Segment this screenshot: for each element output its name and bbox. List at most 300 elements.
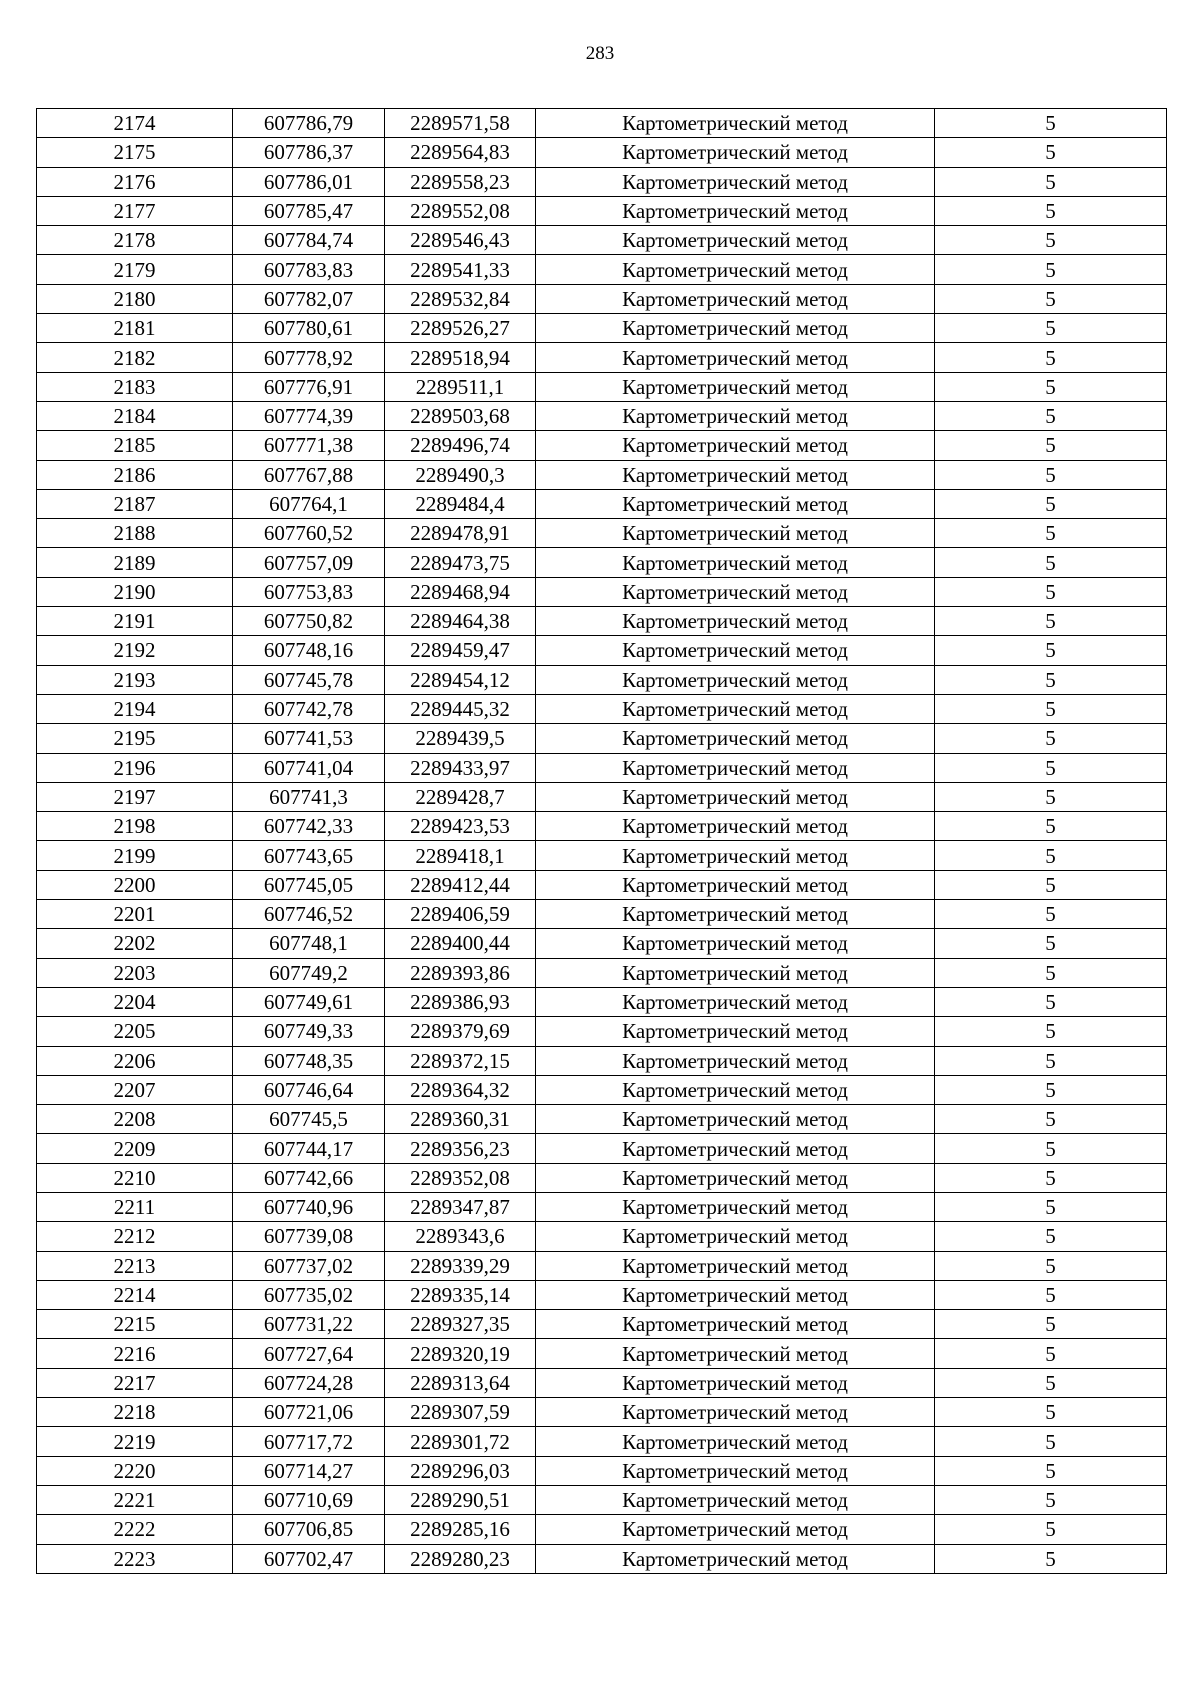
- y-coordinate-cell: 2289484,4: [385, 489, 536, 518]
- table-row: [37, 1485, 1167, 1514]
- table-row: [37, 1105, 1167, 1134]
- x-coordinate-cell: 607760,52: [233, 519, 385, 548]
- method-cell: Картометрический метод: [536, 841, 935, 870]
- x-coordinate-cell: 607783,83: [233, 255, 385, 284]
- x-coordinate-cell: 607757,09: [233, 548, 385, 577]
- y-coordinate-cell: 2289296,03: [385, 1456, 536, 1485]
- table-row: [37, 138, 1167, 167]
- table-row: [37, 1046, 1167, 1075]
- table-row: [37, 489, 1167, 518]
- point-number-cell: 2212: [37, 1222, 233, 1251]
- method-cell: Картометрический метод: [536, 314, 935, 343]
- point-number-cell: 2217: [37, 1368, 233, 1397]
- y-coordinate-cell: 2289445,32: [385, 694, 536, 723]
- table-row: [37, 1134, 1167, 1163]
- x-coordinate-cell: 607753,83: [233, 577, 385, 606]
- method-cell: Картометрический метод: [536, 929, 935, 958]
- y-coordinate-cell: 2289301,72: [385, 1427, 536, 1456]
- y-coordinate-cell: 2289571,58: [385, 109, 536, 138]
- method-cell: Картометрический метод: [536, 1339, 935, 1368]
- x-coordinate-cell: 607785,47: [233, 196, 385, 225]
- table-row: [37, 987, 1167, 1016]
- table-row: [37, 1075, 1167, 1104]
- point-number-cell: 2185: [37, 431, 233, 460]
- y-coordinate-cell: 2289343,6: [385, 1222, 536, 1251]
- method-cell: Картометрический метод: [536, 343, 935, 372]
- y-coordinate-cell: 2289335,14: [385, 1280, 536, 1309]
- point-number-cell: 2176: [37, 167, 233, 196]
- x-coordinate-cell: 607745,05: [233, 870, 385, 899]
- point-number-cell: 2218: [37, 1398, 233, 1427]
- accuracy-cell: 5: [935, 636, 1167, 665]
- method-cell: Картометрический метод: [536, 724, 935, 753]
- accuracy-cell: 5: [935, 812, 1167, 841]
- y-coordinate-cell: 2289280,23: [385, 1544, 536, 1573]
- y-coordinate-cell: 2289379,69: [385, 1017, 536, 1046]
- x-coordinate-cell: 607776,91: [233, 372, 385, 401]
- method-cell: Картометрический метод: [536, 1544, 935, 1573]
- x-coordinate-cell: 607710,69: [233, 1485, 385, 1514]
- accuracy-cell: 5: [935, 284, 1167, 313]
- accuracy-cell: 5: [935, 900, 1167, 929]
- point-number-cell: 2210: [37, 1163, 233, 1192]
- y-coordinate-cell: 2289400,44: [385, 929, 536, 958]
- x-coordinate-cell: 607746,52: [233, 900, 385, 929]
- x-coordinate-cell: 607778,92: [233, 343, 385, 372]
- x-coordinate-cell: 607748,16: [233, 636, 385, 665]
- page-number: 283: [585, 43, 615, 64]
- x-coordinate-cell: 607717,72: [233, 1427, 385, 1456]
- method-cell: Картометрический метод: [536, 1280, 935, 1309]
- y-coordinate-cell: 2289526,27: [385, 314, 536, 343]
- method-cell: Картометрический метод: [536, 372, 935, 401]
- x-coordinate-cell: 607749,61: [233, 987, 385, 1016]
- accuracy-cell: 5: [935, 870, 1167, 899]
- y-coordinate-cell: 2289372,15: [385, 1046, 536, 1075]
- accuracy-cell: 5: [935, 1280, 1167, 1309]
- x-coordinate-cell: 607767,88: [233, 460, 385, 489]
- y-coordinate-cell: 2289406,59: [385, 900, 536, 929]
- table-row: [37, 1427, 1167, 1456]
- y-coordinate-cell: 2289473,75: [385, 548, 536, 577]
- point-number-cell: 2194: [37, 694, 233, 723]
- x-coordinate-cell: 607721,06: [233, 1398, 385, 1427]
- table-row: [37, 870, 1167, 899]
- point-number-cell: 2179: [37, 255, 233, 284]
- accuracy-cell: 5: [935, 401, 1167, 430]
- accuracy-cell: 5: [935, 1251, 1167, 1280]
- table-row: [37, 929, 1167, 958]
- method-cell: Картометрический метод: [536, 431, 935, 460]
- x-coordinate-cell: 607780,61: [233, 314, 385, 343]
- method-cell: Картометрический метод: [536, 1456, 935, 1485]
- y-coordinate-cell: 2289503,68: [385, 401, 536, 430]
- method-cell: Картометрический метод: [536, 1163, 935, 1192]
- accuracy-cell: 5: [935, 1046, 1167, 1075]
- point-number-cell: 2175: [37, 138, 233, 167]
- table-row: [37, 1515, 1167, 1544]
- method-cell: Картометрический метод: [536, 753, 935, 782]
- y-coordinate-cell: 2289320,19: [385, 1339, 536, 1368]
- table-row: [37, 900, 1167, 929]
- point-number-cell: 2197: [37, 782, 233, 811]
- accuracy-cell: 5: [935, 167, 1167, 196]
- point-number-cell: 2223: [37, 1544, 233, 1573]
- table-row: [37, 753, 1167, 782]
- method-cell: Картометрический метод: [536, 812, 935, 841]
- method-cell: Картометрический метод: [536, 138, 935, 167]
- accuracy-cell: 5: [935, 1544, 1167, 1573]
- x-coordinate-cell: 607764,1: [233, 489, 385, 518]
- table-row: [37, 255, 1167, 284]
- x-coordinate-cell: 607750,82: [233, 607, 385, 636]
- table-row: [37, 1310, 1167, 1339]
- point-number-cell: 2189: [37, 548, 233, 577]
- point-number-cell: 2222: [37, 1515, 233, 1544]
- method-cell: Картометрический метод: [536, 1222, 935, 1251]
- method-cell: Картометрический метод: [536, 226, 935, 255]
- point-number-cell: 2203: [37, 958, 233, 987]
- accuracy-cell: 5: [935, 372, 1167, 401]
- x-coordinate-cell: 607745,78: [233, 665, 385, 694]
- x-coordinate-cell: 607724,28: [233, 1368, 385, 1397]
- y-coordinate-cell: 2289393,86: [385, 958, 536, 987]
- x-coordinate-cell: 607742,78: [233, 694, 385, 723]
- y-coordinate-cell: 2289352,08: [385, 1163, 536, 1192]
- table-row: [37, 519, 1167, 548]
- y-coordinate-cell: 2289541,33: [385, 255, 536, 284]
- y-coordinate-cell: 2289464,38: [385, 607, 536, 636]
- y-coordinate-cell: 2289327,35: [385, 1310, 536, 1339]
- x-coordinate-cell: 607741,3: [233, 782, 385, 811]
- x-coordinate-cell: 607744,17: [233, 1134, 385, 1163]
- y-coordinate-cell: 2289290,51: [385, 1485, 536, 1514]
- table-row: [37, 607, 1167, 636]
- point-number-cell: 2211: [37, 1192, 233, 1221]
- accuracy-cell: 5: [935, 1485, 1167, 1514]
- y-coordinate-cell: 2289313,64: [385, 1368, 536, 1397]
- method-cell: Картометрический метод: [536, 489, 935, 518]
- accuracy-cell: 5: [935, 694, 1167, 723]
- accuracy-cell: 5: [935, 489, 1167, 518]
- point-number-cell: 2192: [37, 636, 233, 665]
- table-row: [37, 665, 1167, 694]
- table-row: [37, 1398, 1167, 1427]
- method-cell: Картометрический метод: [536, 958, 935, 987]
- method-cell: Картометрический метод: [536, 1485, 935, 1514]
- accuracy-cell: 5: [935, 431, 1167, 460]
- y-coordinate-cell: 2289428,7: [385, 782, 536, 811]
- accuracy-cell: 5: [935, 841, 1167, 870]
- table-row: [37, 109, 1167, 138]
- point-number-cell: 2202: [37, 929, 233, 958]
- point-number-cell: 2219: [37, 1427, 233, 1456]
- x-coordinate-cell: 607735,02: [233, 1280, 385, 1309]
- point-number-cell: 2207: [37, 1075, 233, 1104]
- y-coordinate-cell: 2289518,94: [385, 343, 536, 372]
- y-coordinate-cell: 2289496,74: [385, 431, 536, 460]
- method-cell: Картометрический метод: [536, 636, 935, 665]
- table-row: [37, 226, 1167, 255]
- accuracy-cell: 5: [935, 607, 1167, 636]
- accuracy-cell: 5: [935, 1222, 1167, 1251]
- accuracy-cell: 5: [935, 1310, 1167, 1339]
- method-cell: Картометрический метод: [536, 1075, 935, 1104]
- accuracy-cell: 5: [935, 1163, 1167, 1192]
- method-cell: Картометрический метод: [536, 255, 935, 284]
- accuracy-cell: 5: [935, 929, 1167, 958]
- method-cell: Картометрический метод: [536, 1105, 935, 1134]
- method-cell: Картометрический метод: [536, 109, 935, 138]
- point-number-cell: 2216: [37, 1339, 233, 1368]
- y-coordinate-cell: 2289360,31: [385, 1105, 536, 1134]
- point-number-cell: 2199: [37, 841, 233, 870]
- table-row: [37, 548, 1167, 577]
- point-number-cell: 2213: [37, 1251, 233, 1280]
- table-row: [37, 196, 1167, 225]
- accuracy-cell: 5: [935, 1105, 1167, 1134]
- point-number-cell: 2174: [37, 109, 233, 138]
- x-coordinate-cell: 607742,66: [233, 1163, 385, 1192]
- point-number-cell: 2181: [37, 314, 233, 343]
- accuracy-cell: 5: [935, 1427, 1167, 1456]
- y-coordinate-cell: 2289307,59: [385, 1398, 536, 1427]
- accuracy-cell: 5: [935, 548, 1167, 577]
- x-coordinate-cell: 607741,04: [233, 753, 385, 782]
- y-coordinate-cell: 2289511,1: [385, 372, 536, 401]
- x-coordinate-cell: 607746,64: [233, 1075, 385, 1104]
- point-number-cell: 2178: [37, 226, 233, 255]
- accuracy-cell: 5: [935, 1134, 1167, 1163]
- accuracy-cell: 5: [935, 1192, 1167, 1221]
- method-cell: Картометрический метод: [536, 196, 935, 225]
- accuracy-cell: 5: [935, 958, 1167, 987]
- y-coordinate-cell: 2289433,97: [385, 753, 536, 782]
- method-cell: Картометрический метод: [536, 401, 935, 430]
- table-row: [37, 167, 1167, 196]
- method-cell: Картометрический метод: [536, 607, 935, 636]
- accuracy-cell: 5: [935, 1456, 1167, 1485]
- method-cell: Картометрический метод: [536, 665, 935, 694]
- method-cell: Картометрический метод: [536, 694, 935, 723]
- table-row: [37, 372, 1167, 401]
- point-number-cell: 2201: [37, 900, 233, 929]
- table-row: [37, 314, 1167, 343]
- method-cell: Картометрический метод: [536, 900, 935, 929]
- table-row: [37, 460, 1167, 489]
- table-row: [37, 841, 1167, 870]
- table-row: [37, 694, 1167, 723]
- x-coordinate-cell: 607786,79: [233, 109, 385, 138]
- table-row: [37, 812, 1167, 841]
- table-row: [37, 1339, 1167, 1368]
- method-cell: Картометрический метод: [536, 460, 935, 489]
- table-row: [37, 1280, 1167, 1309]
- table-row: [37, 636, 1167, 665]
- accuracy-cell: 5: [935, 109, 1167, 138]
- point-number-cell: 2188: [37, 519, 233, 548]
- accuracy-cell: 5: [935, 460, 1167, 489]
- x-coordinate-cell: 607706,85: [233, 1515, 385, 1544]
- method-cell: Картометрический метод: [536, 1192, 935, 1221]
- method-cell: Картометрический метод: [536, 1398, 935, 1427]
- method-cell: Картометрический метод: [536, 782, 935, 811]
- accuracy-cell: 5: [935, 577, 1167, 606]
- method-cell: Картометрический метод: [536, 1427, 935, 1456]
- method-cell: Картометрический метод: [536, 870, 935, 899]
- point-number-cell: 2206: [37, 1046, 233, 1075]
- x-coordinate-cell: 607749,33: [233, 1017, 385, 1046]
- y-coordinate-cell: 2289412,44: [385, 870, 536, 899]
- y-coordinate-cell: 2289552,08: [385, 196, 536, 225]
- x-coordinate-cell: 607784,74: [233, 226, 385, 255]
- x-coordinate-cell: 607748,1: [233, 929, 385, 958]
- point-number-cell: 2198: [37, 812, 233, 841]
- accuracy-cell: 5: [935, 782, 1167, 811]
- table-row: [37, 1017, 1167, 1046]
- accuracy-cell: 5: [935, 1075, 1167, 1104]
- x-coordinate-cell: 607742,33: [233, 812, 385, 841]
- x-coordinate-cell: 607727,64: [233, 1339, 385, 1368]
- method-cell: Картометрический метод: [536, 987, 935, 1016]
- point-number-cell: 2204: [37, 987, 233, 1016]
- method-cell: Картометрический метод: [536, 1310, 935, 1339]
- table-row: [37, 577, 1167, 606]
- accuracy-cell: 5: [935, 519, 1167, 548]
- y-coordinate-cell: 2289386,93: [385, 987, 536, 1016]
- point-number-cell: 2182: [37, 343, 233, 372]
- point-number-cell: 2208: [37, 1105, 233, 1134]
- x-coordinate-cell: 607740,96: [233, 1192, 385, 1221]
- method-cell: Картометрический метод: [536, 519, 935, 548]
- accuracy-cell: 5: [935, 255, 1167, 284]
- coordinates-table: [36, 108, 1167, 1574]
- point-number-cell: 2191: [37, 607, 233, 636]
- x-coordinate-cell: 607737,02: [233, 1251, 385, 1280]
- point-number-cell: 2184: [37, 401, 233, 430]
- y-coordinate-cell: 2289454,12: [385, 665, 536, 694]
- point-number-cell: 2215: [37, 1310, 233, 1339]
- y-coordinate-cell: 2289459,47: [385, 636, 536, 665]
- point-number-cell: 2221: [37, 1485, 233, 1514]
- accuracy-cell: 5: [935, 226, 1167, 255]
- y-coordinate-cell: 2289532,84: [385, 284, 536, 313]
- table-row: [37, 284, 1167, 313]
- accuracy-cell: 5: [935, 1017, 1167, 1046]
- accuracy-cell: 5: [935, 1515, 1167, 1544]
- point-number-cell: 2186: [37, 460, 233, 489]
- accuracy-cell: 5: [935, 987, 1167, 1016]
- y-coordinate-cell: 2289546,43: [385, 226, 536, 255]
- y-coordinate-cell: 2289478,91: [385, 519, 536, 548]
- table-row: [37, 1192, 1167, 1221]
- y-coordinate-cell: 2289364,32: [385, 1075, 536, 1104]
- table-row: [37, 1544, 1167, 1573]
- point-number-cell: 2220: [37, 1456, 233, 1485]
- point-number-cell: 2214: [37, 1280, 233, 1309]
- accuracy-cell: 5: [935, 343, 1167, 372]
- method-cell: Картометрический метод: [536, 1046, 935, 1075]
- point-number-cell: 2183: [37, 372, 233, 401]
- y-coordinate-cell: 2289423,53: [385, 812, 536, 841]
- y-coordinate-cell: 2289285,16: [385, 1515, 536, 1544]
- x-coordinate-cell: 607782,07: [233, 284, 385, 313]
- method-cell: Картометрический метод: [536, 1368, 935, 1397]
- x-coordinate-cell: 607748,35: [233, 1046, 385, 1075]
- point-number-cell: 2200: [37, 870, 233, 899]
- accuracy-cell: 5: [935, 138, 1167, 167]
- y-coordinate-cell: 2289339,29: [385, 1251, 536, 1280]
- y-coordinate-cell: 2289439,5: [385, 724, 536, 753]
- point-number-cell: 2196: [37, 753, 233, 782]
- x-coordinate-cell: 607786,01: [233, 167, 385, 196]
- x-coordinate-cell: 607774,39: [233, 401, 385, 430]
- y-coordinate-cell: 2289347,87: [385, 1192, 536, 1221]
- y-coordinate-cell: 2289356,23: [385, 1134, 536, 1163]
- table-row: [37, 1456, 1167, 1485]
- x-coordinate-cell: 607739,08: [233, 1222, 385, 1251]
- method-cell: Картометрический метод: [536, 577, 935, 606]
- x-coordinate-cell: 607771,38: [233, 431, 385, 460]
- table-row: [37, 1222, 1167, 1251]
- method-cell: Картометрический метод: [536, 548, 935, 577]
- x-coordinate-cell: 607749,2: [233, 958, 385, 987]
- point-number-cell: 2190: [37, 577, 233, 606]
- table-row: [37, 343, 1167, 372]
- x-coordinate-cell: 607741,53: [233, 724, 385, 753]
- table-row: [37, 1251, 1167, 1280]
- point-number-cell: 2195: [37, 724, 233, 753]
- x-coordinate-cell: 607743,65: [233, 841, 385, 870]
- x-coordinate-cell: 607745,5: [233, 1105, 385, 1134]
- coordinates-table-body: [37, 109, 1167, 1574]
- x-coordinate-cell: 607786,37: [233, 138, 385, 167]
- x-coordinate-cell: 607731,22: [233, 1310, 385, 1339]
- y-coordinate-cell: 2289490,3: [385, 460, 536, 489]
- method-cell: Картометрический метод: [536, 167, 935, 196]
- y-coordinate-cell: 2289558,23: [385, 167, 536, 196]
- point-number-cell: 2193: [37, 665, 233, 694]
- accuracy-cell: 5: [935, 1339, 1167, 1368]
- accuracy-cell: 5: [935, 665, 1167, 694]
- point-number-cell: 2177: [37, 196, 233, 225]
- point-number-cell: 2209: [37, 1134, 233, 1163]
- point-number-cell: 2180: [37, 284, 233, 313]
- method-cell: Картометрический метод: [536, 1515, 935, 1544]
- x-coordinate-cell: 607702,47: [233, 1544, 385, 1573]
- accuracy-cell: 5: [935, 724, 1167, 753]
- point-number-cell: 2187: [37, 489, 233, 518]
- y-coordinate-cell: 2289418,1: [385, 841, 536, 870]
- table-row: [37, 782, 1167, 811]
- accuracy-cell: 5: [935, 1368, 1167, 1397]
- table-row: [37, 958, 1167, 987]
- x-coordinate-cell: 607714,27: [233, 1456, 385, 1485]
- table-row: [37, 1368, 1167, 1397]
- table-row: [37, 431, 1167, 460]
- table-row: [37, 1163, 1167, 1192]
- table-row: [37, 724, 1167, 753]
- y-coordinate-cell: 2289468,94: [385, 577, 536, 606]
- method-cell: Картометрический метод: [536, 1017, 935, 1046]
- point-number-cell: 2205: [37, 1017, 233, 1046]
- method-cell: Картометрический метод: [536, 284, 935, 313]
- method-cell: Картометрический метод: [536, 1134, 935, 1163]
- table-row: [37, 401, 1167, 430]
- accuracy-cell: 5: [935, 1398, 1167, 1427]
- accuracy-cell: 5: [935, 314, 1167, 343]
- accuracy-cell: 5: [935, 196, 1167, 225]
